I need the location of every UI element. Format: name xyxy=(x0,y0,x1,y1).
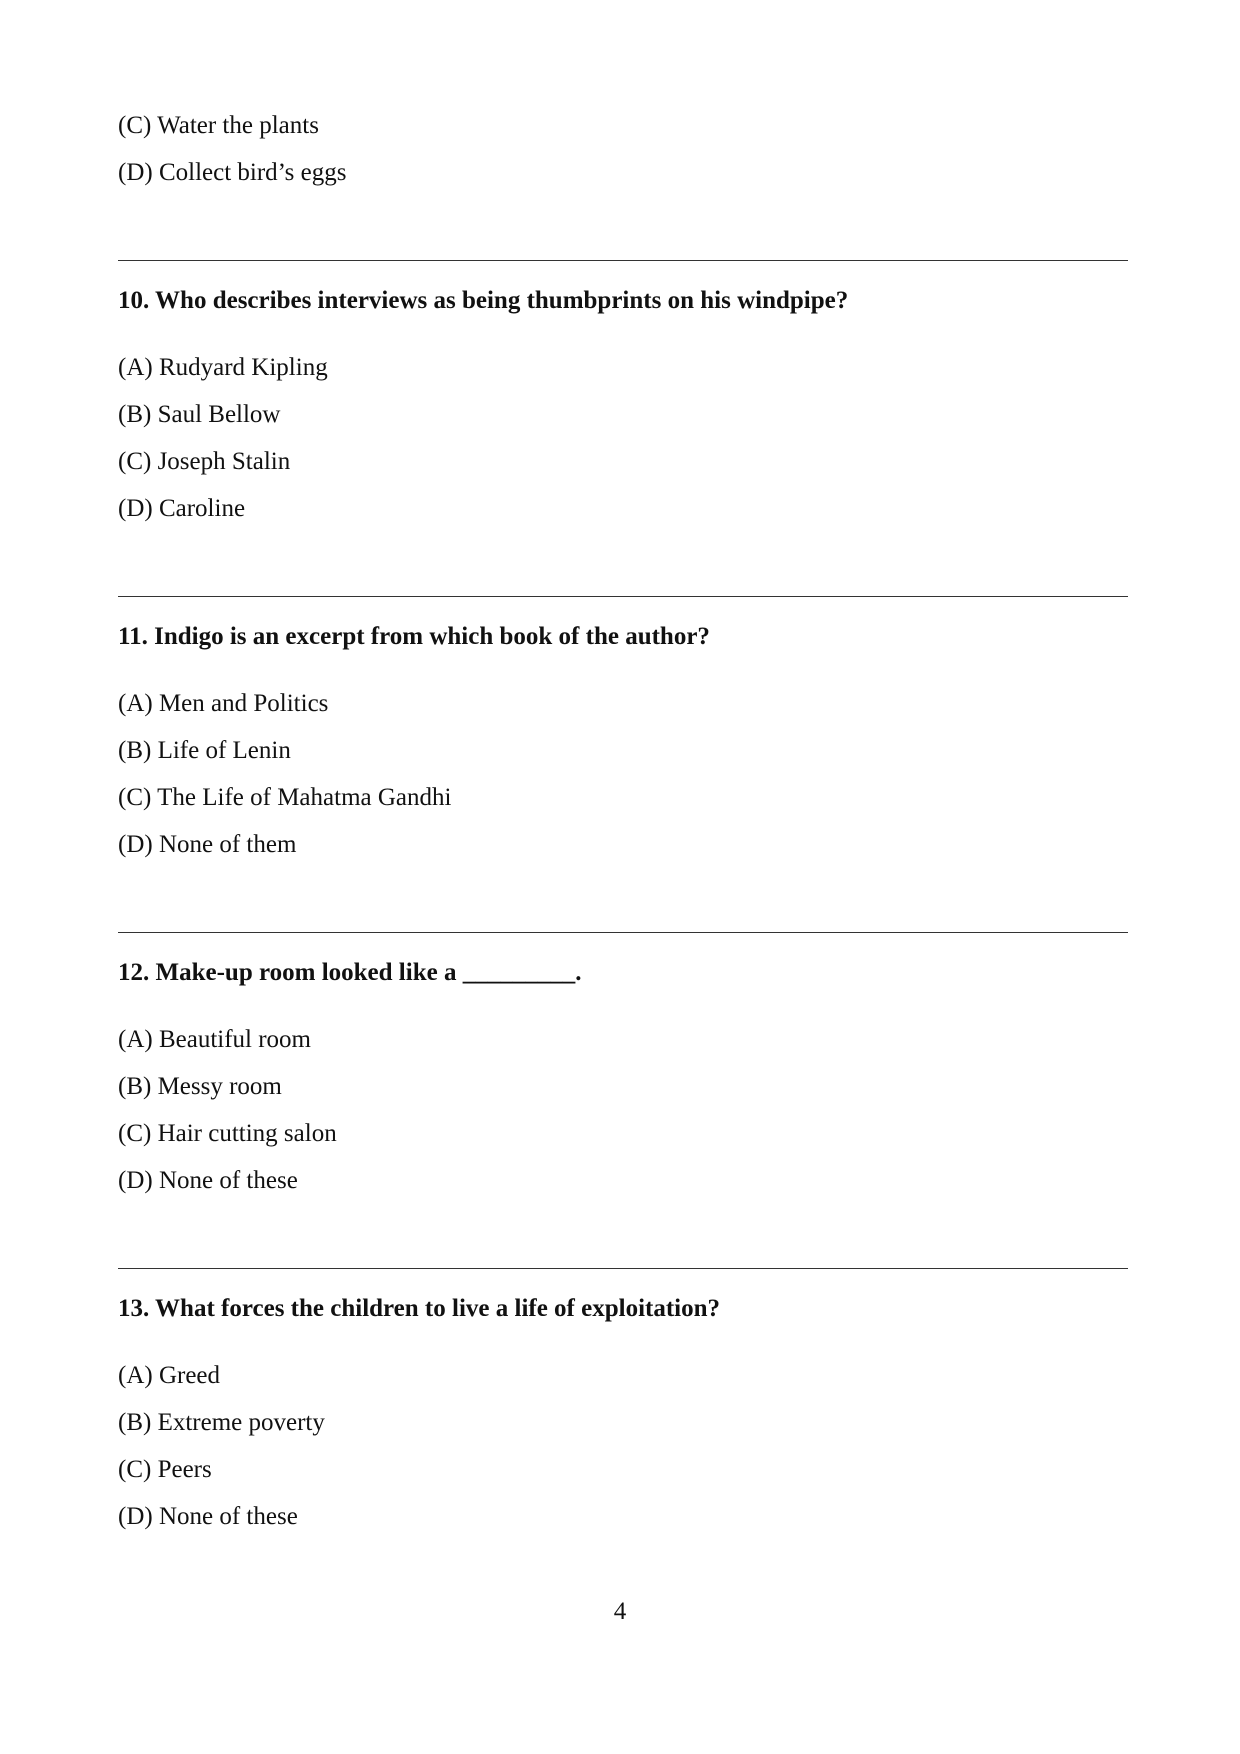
option-b: (B) Messy room xyxy=(118,1073,282,1100)
question-12 xyxy=(118,958,1128,1195)
divider xyxy=(118,260,1128,261)
divider xyxy=(118,932,1128,933)
option-d: (D) Caroline xyxy=(118,495,246,522)
question-title: 13. What forces the children to live a life of exploitation? xyxy=(118,1295,721,1322)
option-a: (A) Rudyard Kipling xyxy=(118,354,328,381)
question-title: 11. Indigo is an excerpt from which book of the author? xyxy=(118,623,710,650)
divider xyxy=(118,1268,1128,1269)
question-13 xyxy=(118,1294,1128,1531)
option-c: (C) Hair cutting salon xyxy=(118,1120,337,1147)
option-a: (A) Greed xyxy=(118,1362,221,1389)
question-10 xyxy=(118,286,1128,523)
option-c: (C) Joseph Stalin xyxy=(118,448,291,475)
question-title: 10. Who describes interviews as being thumbprints on his windpipe? xyxy=(118,287,849,314)
continued-options xyxy=(118,112,1128,187)
question-list xyxy=(118,112,1128,1531)
divider xyxy=(118,596,1128,597)
option-d: (D) None of these xyxy=(118,1503,298,1530)
option-d: (D) None of them xyxy=(118,831,297,858)
option-b: (B) Life of Lenin xyxy=(118,737,291,764)
option-d: (D) Collect bird’s eggs xyxy=(118,159,347,186)
page-number: 4 xyxy=(613,1598,627,1625)
option-d: (D) None of these xyxy=(118,1167,298,1194)
option-b: (B) Saul Bellow xyxy=(118,401,281,428)
option-c: (C) Water the plants xyxy=(118,112,319,139)
question-11 xyxy=(118,622,1128,859)
option-a: (A) Beautiful room xyxy=(118,1026,312,1053)
option-c: (C) Peers xyxy=(118,1456,212,1483)
option-b: (B) Extreme poverty xyxy=(118,1409,325,1436)
option-c: (C) The Life of Mahatma Gandhi xyxy=(118,784,452,811)
question-title: 12. Make-up room looked like a _________. xyxy=(118,959,582,986)
option-a: (A) Men and Politics xyxy=(118,690,329,717)
